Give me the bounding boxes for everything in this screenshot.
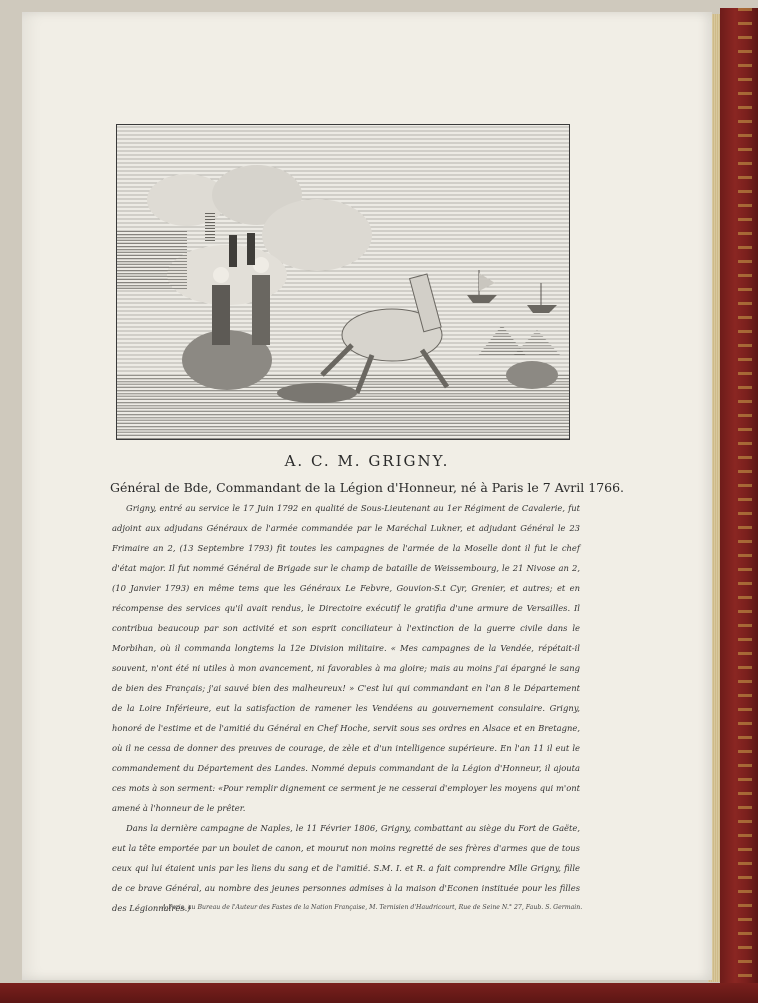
caption-subtitle: Général de Bde, Commandant de la Légion d'Honneur, né à Paris le 7 Avril 1766. xyxy=(109,480,625,495)
biography-paragraph: Dans la dernière campagne de Naples, le 11 Février 1806, Grigny, combattant au siège du Fort de Gaëte, eut la tête emportée par un boulet de canon, et mourut non moins regretté de ses frères d'armes que de tous ceux qui lui étaient unis par les liens du sang et de l'amitié. S.M. I. et R. a fait comprendre Mlle Grigny, fille de ce brave Général, au nombre des jeunes personnes admises à la maison d'Econen instituée pour les filles des Légionnaires.) xyxy=(112,823,580,913)
battle-scene-engraving xyxy=(117,125,569,439)
gilt-border-ornament xyxy=(738,8,752,988)
biography-paragraph: Grigny, entré au service le 17 Juin 1792 en qualité de Sous-Lieutenant au 1er Régiment de Cavalerie, fut adjoint aux adjudans Généraux de l'armée commandée par le Maréchal Lukner, et adjudant Général le 23 Frimaire an 2, (13 Septembre 1793) fit toutes les campagnes de l'armée de la Moselle dont il fut le chef d'état major. Il fut nommé Général de Brigade sur le champ de bataille de Weissembourg, le 21 Nivose an 2, (10 Janvier 1793) en même tems que les Généraux Le Febvre, Gouvion-S.t Cyr, Grenier, et autres; et en récompense des services qu'il avait rendus, le Directoire exécutif le gratifia d'une armure de Versailles. Il contribua beaucoup par son activité et son esprit conciliateur à l'extinction de la guerre civile dans le Morbihan, où il commanda longtems la 12e Division militaire. « Mes campagnes de la Vendée, répétait-il souvent, n'ont été ni utiles à mon avancement, ni favorables à ma gloire; mais au moins j'ai épargné le sang de bien des Français; j'ai sauvé bien des malheureux! » C'est lui qui commandant en l'an 8 le Département de la Loire Inférieure, eut la satisfaction de ramener les Vendéens au gouvernement consulaire. Grigny, honoré de l'estime et de l'amitié du Général en Chef Hoche, servit sous ses ordres en Alsace et en Bretagne, où il ne cessa de donner des preuves de courage, de zèle et d'un intelligence supérieure. En l'an 11 il eut le commandement du Département des Landes. Nommé depuis commandant de la Légion d'Honneur, il ajouta ces mots à son serment: «Pour remplir dignement ce serment je ne cesserai d'employer les moyens qui m'ont amené à l'honneur de le prêter. xyxy=(112,503,580,813)
biography-text xyxy=(112,498,580,918)
engraving-plate xyxy=(116,124,570,440)
publisher-imprint: A Paris, au Bureau de l'Auteur des Fastes de la Nation Française, M. Ternisien d'Haudricourt, Rue de Seine N.° 27, Faub. S. Germain. xyxy=(161,904,583,911)
book-page xyxy=(22,12,712,980)
book-cover-bottom xyxy=(0,983,758,1003)
caption-title: A. C. M. GRIGNY. xyxy=(284,452,450,470)
plate-caption xyxy=(22,452,712,495)
